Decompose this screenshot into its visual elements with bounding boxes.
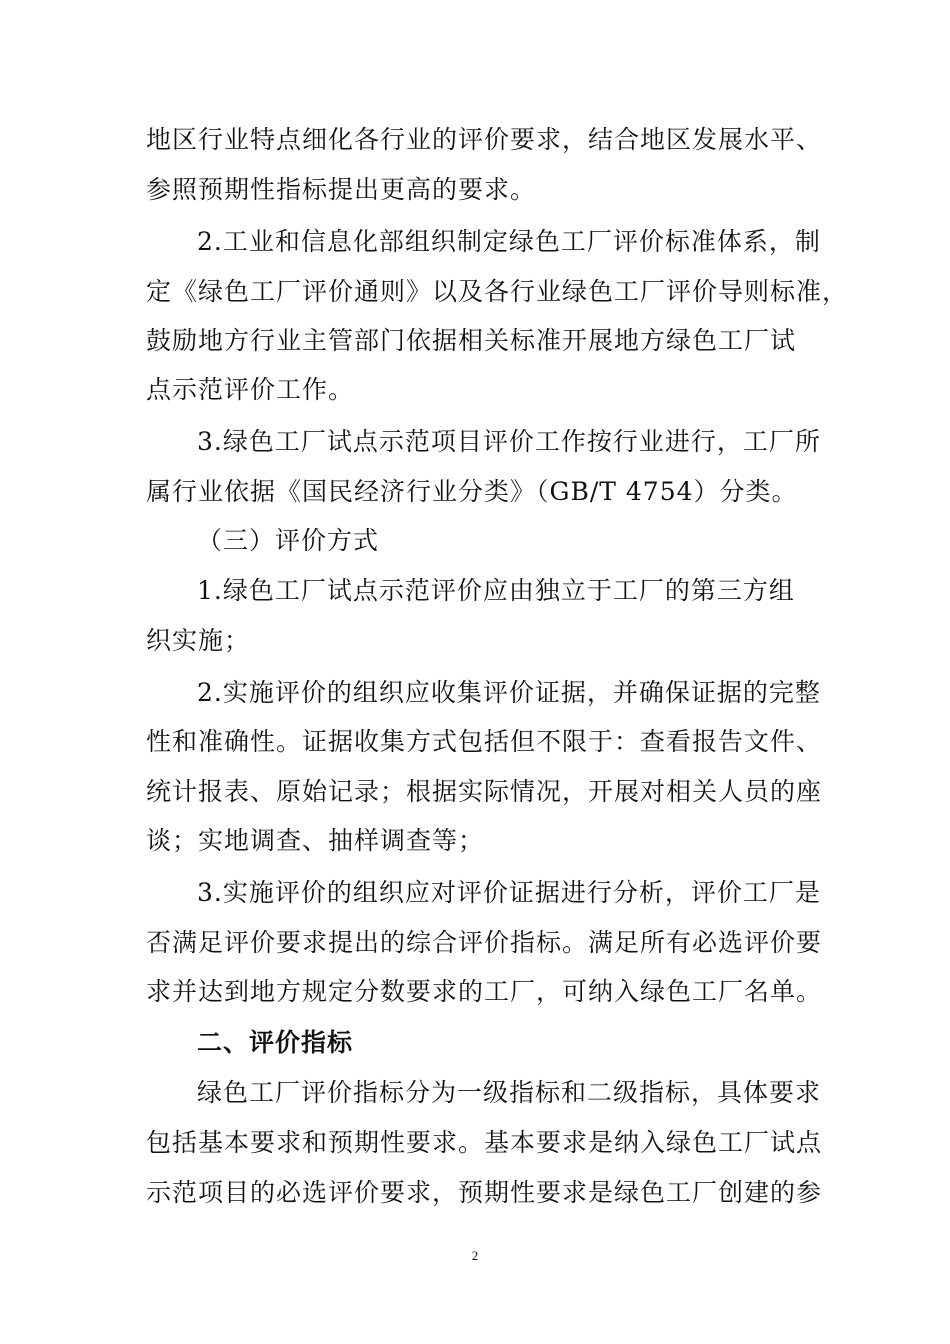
- body-line: 性和准确性。证据收集方式包括但不限于：查看报告文件、: [146, 727, 823, 756]
- body-line: 地区行业特点细化各行业的评价要求，结合地区发展水平、: [146, 125, 823, 154]
- body-line: 属行业依据《国民经济行业分类》（GB/T 4754）分类。: [146, 477, 798, 506]
- body-line: 点示范评价工作。: [146, 375, 355, 404]
- body-line: 绿色工厂评价指标分为一级指标和二级指标，具体要求: [197, 1078, 822, 1107]
- body-line: 统计报表、原始记录；根据实际情况，开展对相关人员的座: [146, 777, 823, 806]
- body-line: 2.实施评价的组织应收集评价证据，并确保证据的完整: [197, 678, 821, 707]
- body-line: 定《绿色工厂评价通则》以及各行业绿色工厂评价导则标准，: [146, 277, 849, 306]
- body-line: 谈；实地调查、抽样调查等；: [146, 826, 485, 855]
- body-line: 参照预期性指标提出更高的要求。: [146, 175, 537, 204]
- body-line: 鼓励地方行业主管部门依据相关标准开展地方绿色工厂试: [146, 326, 797, 355]
- body-line: 否满足评价要求提出的综合评价指标。满足所有必选评价要: [146, 928, 823, 957]
- body-line: 示范项目的必选评价要求，预期性要求是绿色工厂创建的参: [146, 1178, 823, 1207]
- page-number: 2: [471, 1248, 479, 1263]
- section-subheading: （三）评价方式: [197, 526, 380, 555]
- body-line: 织实施；: [146, 626, 251, 655]
- body-line: 2.工业和信息化部组织制定绿色工厂评价标准体系，制: [197, 227, 821, 256]
- body-line: 3.实施评价的组织应对评价证据进行分析，评价工厂是: [197, 878, 821, 907]
- body-line: 3.绿色工厂试点示范项目评价工作按行业进行，工厂所: [197, 427, 821, 456]
- body-line: 1.绿色工厂试点示范评价应由独立于工厂的第三方组: [197, 576, 795, 605]
- section-heading: 二、评价指标: [197, 1028, 354, 1057]
- body-line: 包括基本要求和预期性要求。基本要求是纳入绿色工厂试点: [146, 1128, 823, 1157]
- body-line: 求并达到地方规定分数要求的工厂，可纳入绿色工厂名单。: [146, 977, 823, 1006]
